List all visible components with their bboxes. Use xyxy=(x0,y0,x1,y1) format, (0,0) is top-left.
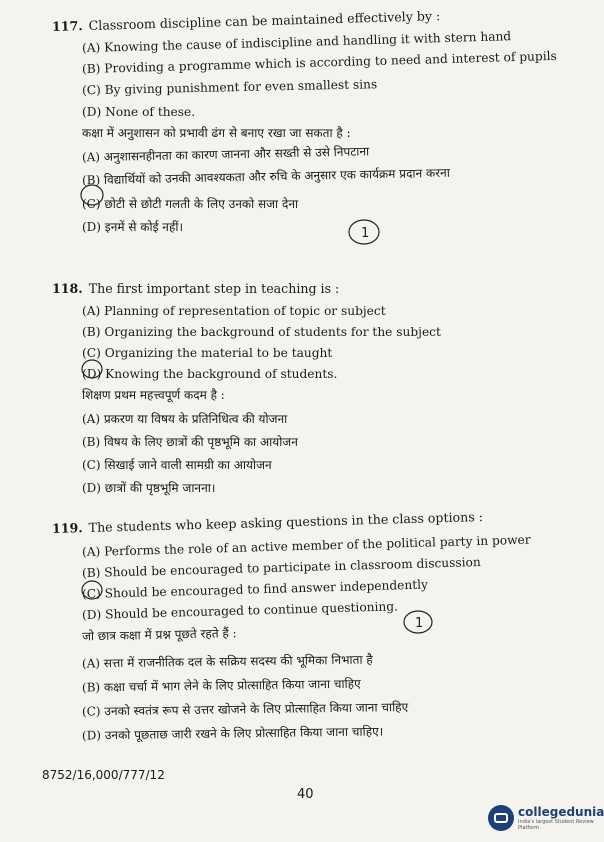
hindi-option-a: (A) प्रकरण या विषय के प्रतिनिधित्व की योजना xyxy=(82,412,288,426)
graduate-icon xyxy=(488,805,514,831)
option-b: (B) Should be encouraged to participate in classroom discussion xyxy=(81,555,481,581)
question-118 xyxy=(52,280,552,499)
question-stem: 117. Classroom discipline can be maintained effectively by : xyxy=(51,8,441,34)
question-number: 119. xyxy=(51,520,83,536)
hindi-option-c: (C) सिखाई जाने वाली सामग्री का आयोजन xyxy=(82,458,272,472)
question-stem: 118. The first important step in teaching is : xyxy=(52,281,340,296)
watermark-name: collegedunia xyxy=(518,805,604,819)
page-number: 40 xyxy=(297,787,314,802)
question-stem: 119. The students who keep asking questions in the class options : xyxy=(51,508,484,536)
question-number: 118. xyxy=(52,281,83,296)
question-number: 117. xyxy=(51,18,83,34)
watermark-logo xyxy=(488,800,604,836)
option-c: (C) Should be encouraged to find answer independently xyxy=(81,577,429,602)
paper-code: 8752/16,000/777/12 xyxy=(42,768,165,782)
hindi-option-c: (C) छोटी से छोटी गलती के लिए उनको सजा देना xyxy=(82,197,299,211)
hindi-option-d: (D) इनमें से कोई नहीं। xyxy=(82,220,183,234)
hindi-option-d: (D) छात्रों की पृष्ठभूमि जानना। xyxy=(82,481,216,495)
option-d: (D) Should be encouraged to continue questioning. xyxy=(81,599,399,623)
option-b: (B) Organizing the background of students for the subject xyxy=(82,325,441,339)
hindi-option-b: (B) विषय के लिए छात्रों की पृष्ठभूमि का आयोजन xyxy=(82,435,298,449)
option-d: (D) Knowing the background of students. xyxy=(82,367,338,381)
hindi-option-c: (C) उनको स्वतंत्र रूप से उत्तर खोजने के लिए प्रोत्साहित किया जाना चाहिए xyxy=(81,700,409,719)
option-d: (D) None of these. xyxy=(82,105,196,119)
hindi-option-a: (A) सत्ता में राजनीतिक दल के सक्रिय सदस्य की भूमिका निभाता है xyxy=(81,652,373,671)
hindi-question-stem: कक्षा में अनुशासन को प्रभावी ढंग से बनाए रखा जा सकता है : xyxy=(82,126,351,140)
hindi-question-stem: शिक्षण प्रथम महत्त्वपूर्ण कदम है : xyxy=(82,388,225,402)
question-117 xyxy=(51,8,557,238)
watermark-tagline: India's largest Student Review Platform xyxy=(518,819,594,831)
option-c: (C) Organizing the material to be taught xyxy=(82,346,333,360)
score-mark-119: 1 xyxy=(415,616,424,631)
hindi-option-d: (D) उनको पूछताछ जारी रखने के लिए प्रोत्साहित किया जाना चाहिए। xyxy=(81,724,384,743)
hindi-option-a: (A) अनुशासनहीनता का कारण जानना और सख्ती से उसे निपटाना xyxy=(81,144,370,165)
option-a: (A) Performs the role of an active member of the political party in power xyxy=(81,532,531,560)
hindi-option-b: (B) विद्यार्थियों को उनकी आवश्यकता और रुचि के अनुसार एक कार्यक्रम प्रदान करना xyxy=(81,165,451,188)
option-a: (A) Planning of representation of topic or subject xyxy=(82,304,386,318)
option-a: (A) Knowing the cause of indiscipline and handling it with stern hand xyxy=(81,29,512,56)
question-119 xyxy=(51,508,552,747)
hindi-option-b: (B) कक्षा चर्चा में भाग लेने के लिए प्रोत्साहित किया जाना चाहिए xyxy=(81,676,361,695)
option-b: (B) Providing a programme which is according to need and interest of pupils xyxy=(81,48,557,77)
score-mark-117: 1 xyxy=(361,226,370,241)
hindi-question-stem: जो छात्र कक्षा में प्रश्न पूछते रहते हैं : xyxy=(81,626,237,644)
option-c: (C) By giving punishment for even smallest sins xyxy=(81,77,378,98)
